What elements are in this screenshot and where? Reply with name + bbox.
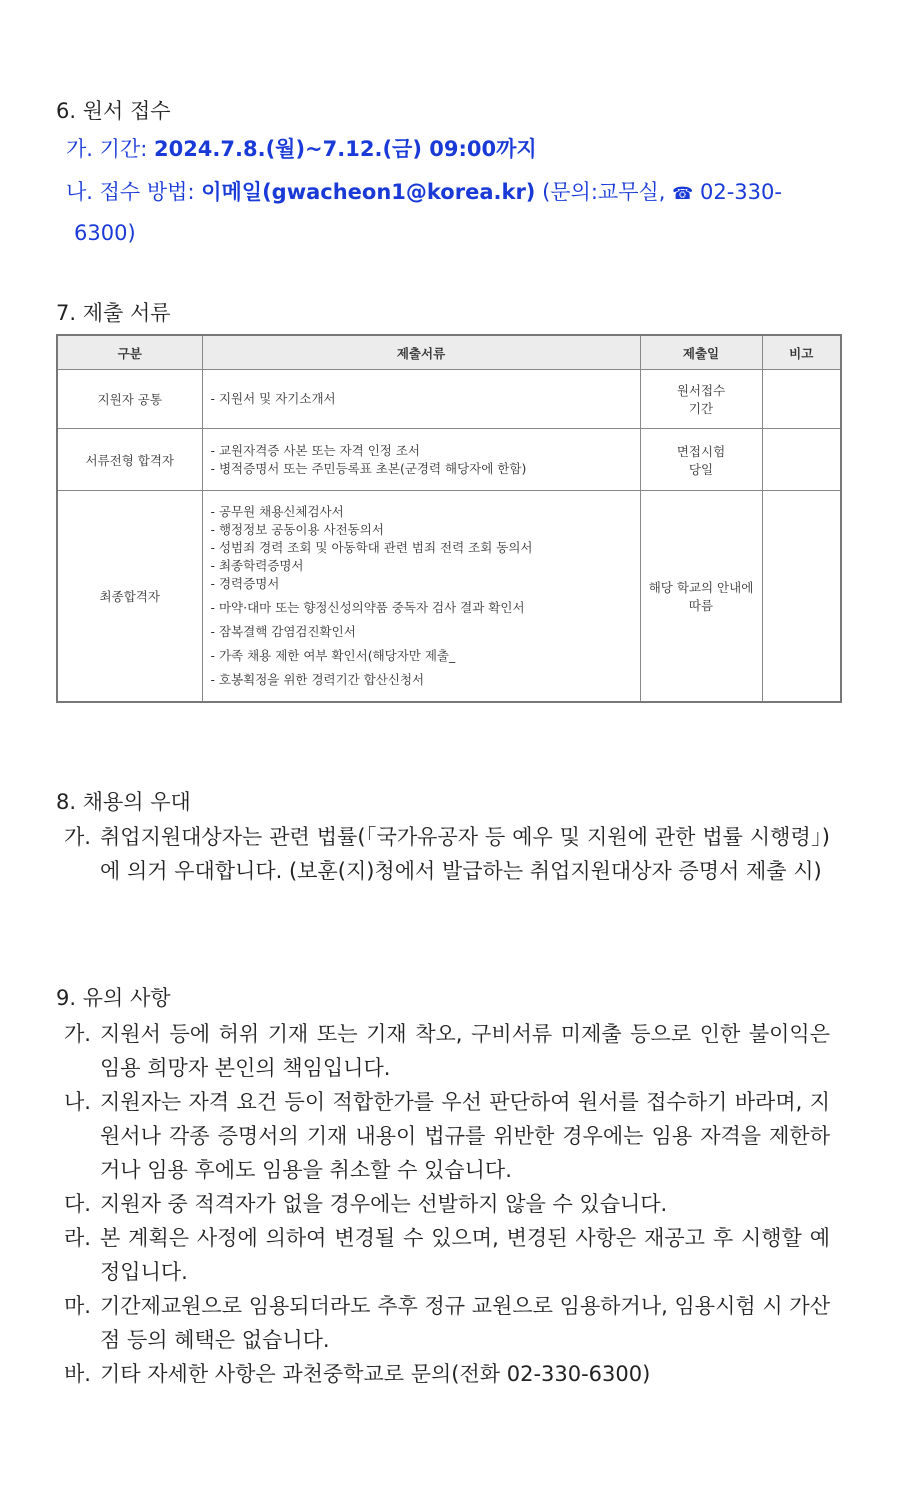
date-line: 당일 [688, 461, 714, 477]
document-item: - 공무원 채용신체검사서 [210, 503, 344, 519]
documents-table [56, 334, 842, 703]
row-date [640, 370, 762, 429]
list-item [64, 820, 830, 888]
item-marker: 나. [64, 1090, 91, 1114]
item-marker: 다. [64, 1192, 91, 1216]
item-text: 기타 자세한 사항은 과천중학교로 문의(전화 02-330-6300) [100, 1362, 651, 1386]
table-header-row [57, 335, 841, 370]
section-8-list [64, 820, 830, 888]
item-marker: 가. [64, 1022, 91, 1046]
list-item [64, 1289, 830, 1357]
date-line: 원서접수 [676, 383, 726, 398]
section-8-title: 8. 채용의 우대 [56, 790, 191, 814]
date-line: 따름 [688, 597, 714, 613]
row-documents [202, 429, 640, 491]
inquiry-prefix: (문의:교무실, [535, 180, 673, 204]
row-note [762, 370, 841, 429]
row-documents [202, 370, 640, 429]
item-marker: 가. [64, 825, 91, 849]
item-marker: 바. [64, 1362, 91, 1386]
header-category: 구분 [57, 335, 202, 370]
item-marker: 마. [64, 1294, 91, 1318]
row-date [640, 491, 762, 702]
section-6-title: 6. 원서 접수 [56, 99, 171, 123]
row-category: 서류전형 합격자 [57, 429, 202, 491]
item-marker: 라. [64, 1226, 91, 1250]
document-item: - 지원서 및 자기소개서 [210, 391, 336, 406]
list-item [64, 1357, 830, 1391]
list-item [64, 1187, 830, 1221]
document-item: - 경력증명서 [210, 575, 280, 591]
period-label: 가. 기간: [66, 137, 154, 161]
document-item: - 마약·대마 또는 향정신성의약품 중독자 검사 결과 확인서 [210, 599, 525, 615]
document-item: - 교원자격증 사본 또는 자격 인정 조서 [210, 442, 420, 458]
row-note [762, 491, 841, 702]
document-item: - 호봉획정을 위한 경력기간 합산신청서 [210, 671, 425, 687]
row-category: 최종합격자 [57, 491, 202, 702]
date-line: 해당 학교의 안내에 [648, 579, 754, 595]
period-value: 2024.7.8.(월)~7.12.(금) 09:00까지 [153, 137, 537, 161]
document-item: - 행정정보 공동이용 사전동의서 [210, 521, 384, 537]
section-9-list [64, 1017, 830, 1391]
date-line: 기간 [688, 401, 714, 416]
document-item: - 성범죄 경력 조회 및 아동학대 관련 범죄 전력 조회 동의서 [210, 539, 533, 555]
header-documents: 제출서류 [202, 335, 640, 370]
document-item: - 가족 채용 제한 여부 확인서(해당자만 제출_ [210, 647, 456, 663]
item-text: 기간제교원으로 임용되더라도 추후 정규 교원으로 임용하거나, 임용시험 시 가산점 등의 혜택은 없습니다. [100, 1294, 830, 1352]
row-category: 지원자 공통 [57, 370, 202, 429]
table-row [57, 429, 841, 491]
section-7-title: 7. 제출 서류 [56, 301, 171, 325]
header-note: 비고 [762, 335, 841, 370]
date-line: 면접시험 [676, 443, 726, 459]
table-row [57, 370, 841, 429]
table-row [57, 491, 841, 702]
list-item [64, 1221, 830, 1289]
telephone-icon: ☎ [672, 184, 694, 204]
phone-number-cont: 6300) [74, 221, 136, 245]
item-text: 지원서 등에 허위 기재 또는 기재 착오, 구비서류 미제출 등으로 인한 불이익은 임용 희망자 본인의 책임입니다. [100, 1022, 830, 1080]
list-item [64, 1017, 830, 1085]
row-documents [202, 491, 640, 702]
item-text: 본 계획은 사정에 의하여 변경될 수 있으며, 변경된 사항은 재공고 후 시행할 예정입니다. [100, 1226, 830, 1284]
document-item: - 병적증명서 또는 주민등록표 초본(군경력 해당자에 한함) [210, 460, 527, 476]
row-note [762, 429, 841, 491]
application-method [66, 175, 782, 211]
item-text: 지원자 중 적격자가 없을 경우에는 선발하지 않을 수 있습니다. [100, 1192, 668, 1216]
list-item [64, 1085, 830, 1187]
header-date: 제출일 [640, 335, 762, 370]
phone-number: 02-330- [693, 180, 782, 204]
application-period [66, 132, 537, 166]
document-item: - 잠복결핵 감염검진확인서 [210, 623, 356, 639]
method-email[interactable]: 이메일(gwacheon1@korea.kr) [201, 180, 536, 204]
document-item: - 최종학력증명서 [210, 557, 304, 573]
item-text: 지원자는 자격 요건 등이 적합한가를 우선 판단하여 원서를 접수하기 바라며, 지원서나 각종 증명서의 기재 내용이 법규를 위반한 경우에는 임용 자격을 제한하거나 임용 후에도 임용을 취소할 수 있습니다. [100, 1090, 830, 1182]
section-9-title: 9. 유의 사항 [56, 986, 171, 1010]
item-text: 취업지원대상자는 관련 법률(「국가유공자 등 예우 및 지원에 관한 법률 시행령」)에 의거 우대합니다. (보훈(지)청에서 발급하는 취업지원대상자 증명서 제출 시) [100, 825, 830, 883]
method-label: 나. 접수 방법: [66, 180, 202, 204]
row-date [640, 429, 762, 491]
